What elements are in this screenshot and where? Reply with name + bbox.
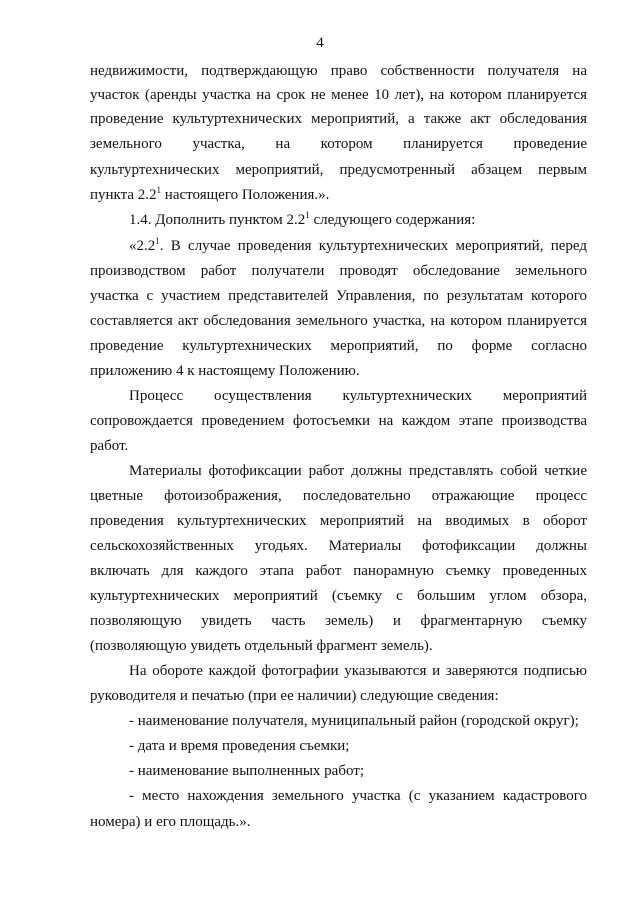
- text-line: [90, 109, 587, 129]
- text-line-content: недвижимости, подтверждающую право собственности получателя на: [90, 63, 587, 79]
- text-line: [90, 436, 587, 456]
- text-line: [90, 311, 587, 331]
- text-line-content: сельскохозяйственных угодьях. Материалы фотофиксации должны: [90, 538, 587, 554]
- text-line-content: - место нахождения земельного участка (с указанием кадастрового: [129, 788, 587, 804]
- text-line-content: цветные фотоизображения, последовательно отражающие процесс: [90, 488, 587, 504]
- text-line: [90, 160, 587, 180]
- text-line: [90, 411, 587, 431]
- text-line-content: - наименование получателя, муниципальный район (городской округ);: [129, 713, 579, 729]
- text-line-content: производством работ получатели проводят обследование земельного: [90, 263, 587, 279]
- text-line: [90, 611, 587, 631]
- text-line: [90, 536, 587, 556]
- text-line-content: «2.2: [129, 238, 156, 254]
- text-line-content: - дата и время проведения съемки;: [129, 738, 350, 754]
- text-line-content: составляется акт обследования земельного участка, на котором планируется: [90, 313, 587, 329]
- text-line-content: номера) и его площадь.».: [90, 814, 251, 830]
- text-line-content: Процесс осуществления культуртехнических мероприятий: [129, 388, 587, 404]
- superscript: 1: [305, 210, 310, 220]
- text-line: [90, 812, 587, 832]
- text-line: [90, 686, 587, 706]
- text-line-content: пункта 2.2: [90, 187, 157, 203]
- text-line: [90, 134, 587, 154]
- text-line-content: земельного участка, на котором планируется проведение: [90, 136, 587, 152]
- text-line-content: проведение культуртехнических мероприятий, по форме согласно: [90, 338, 587, 354]
- text-line-content: культуртехнических мероприятий (съемку с большим углом обзора,: [90, 588, 587, 604]
- text-line-content: Материалы фотофиксации работ должны представлять собой четкие: [129, 463, 587, 479]
- text-line: [90, 261, 587, 281]
- text-line: [129, 736, 587, 756]
- text-line: [90, 85, 587, 105]
- page-number: 4: [316, 35, 324, 51]
- text-line-content: участок (аренды участка на срок не менее 10 лет), на котором планируется: [90, 87, 587, 103]
- text-line-content: руководителя и печатью (при ее наличии) следующие сведения:: [90, 688, 499, 704]
- text-line: [129, 386, 587, 406]
- text-line: [129, 761, 587, 781]
- text-line: [129, 711, 587, 731]
- text-line-content: приложению 4 к настоящему Положению.: [90, 363, 360, 379]
- text-line-content: работ.: [90, 438, 129, 454]
- text-line: [129, 461, 587, 481]
- text-line-content: 1.4. Дополнить пунктом 2.2: [129, 212, 306, 228]
- text-line: [90, 561, 587, 581]
- text-line-content: - наименование выполненных работ;: [129, 763, 364, 779]
- text-line-content: проведение культуртехнических мероприятий, а также акт обследования: [90, 111, 587, 127]
- text-line-content: культуртехнических мероприятий, предусмотренный абзацем первым: [90, 162, 587, 178]
- text-line: [90, 486, 587, 506]
- text-line: [90, 61, 587, 81]
- text-line-content: На обороте каждой фотографии указываются и заверяются подписью: [129, 663, 587, 679]
- text-line-content: включать для каждого этапа работ панорамную съемку проведенных: [90, 563, 587, 579]
- text-line: [129, 786, 587, 806]
- text-line-continuation: настоящего Положения.».: [161, 187, 330, 203]
- text-line: [90, 185, 587, 205]
- text-line: [90, 286, 587, 306]
- text-line-content: проведения культуртехнических мероприятий на вводимых в оборот: [90, 513, 587, 529]
- text-line: [129, 661, 587, 681]
- text-line: [90, 511, 587, 531]
- text-line-content: (позволяющую увидеть отдельный фрагмент земель).: [90, 638, 433, 654]
- superscript: 1: [155, 236, 160, 246]
- text-line-continuation: . В случае проведения культуртехнических мероприятий, перед: [159, 238, 587, 254]
- text-line-content: участка с участием представителей Управления, по результатам которого: [90, 288, 587, 304]
- text-line: [129, 210, 587, 230]
- text-line-content: сопровождается проведением фотосъемки на каждом этапе производства: [90, 413, 587, 429]
- text-line: [90, 586, 587, 606]
- text-line: [90, 336, 587, 356]
- text-line-continuation: следующего содержания:: [309, 212, 476, 228]
- text-line: [129, 236, 587, 256]
- text-line: [90, 636, 587, 656]
- text-line: [90, 361, 587, 381]
- text-line-content: позволяющую увидеть часть земель) и фрагментарную съемку: [90, 613, 587, 629]
- superscript: 1: [156, 185, 162, 195]
